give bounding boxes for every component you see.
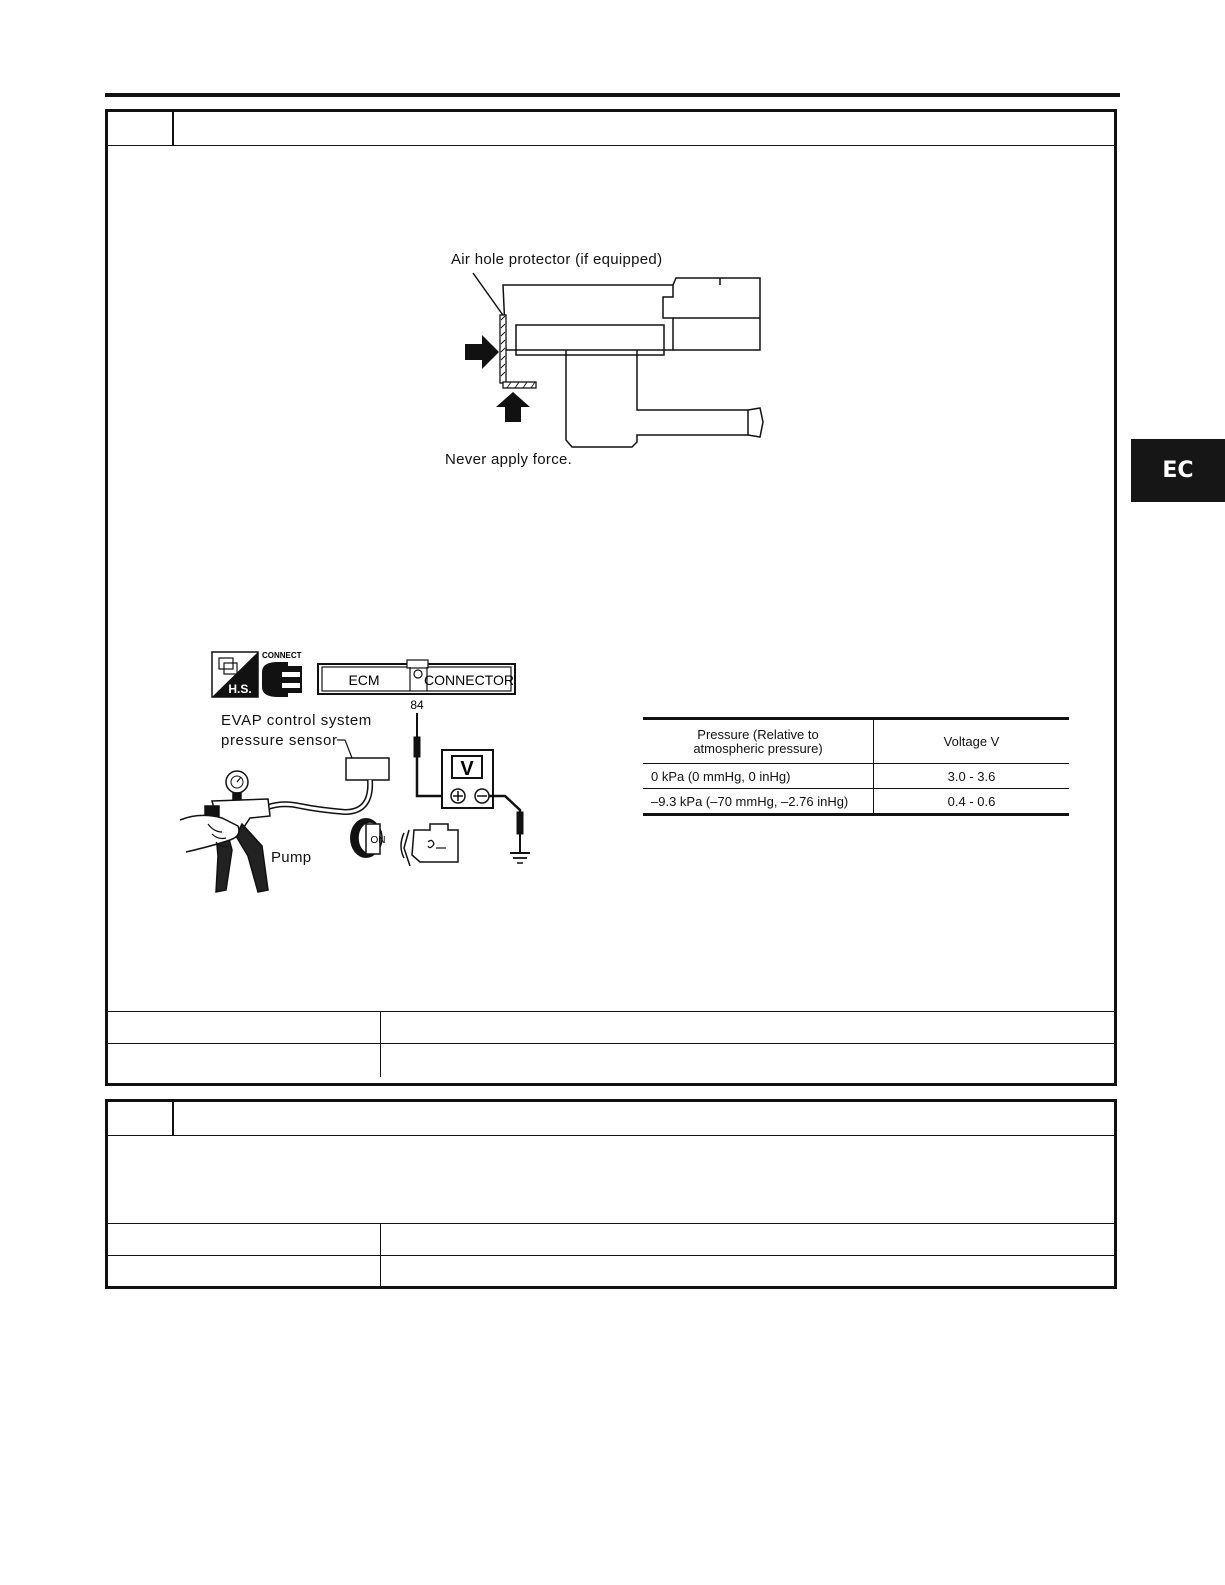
- ecm-label: ECM: [348, 672, 380, 688]
- ecm-connector: [318, 660, 515, 694]
- connector-label: CONNECTOR: [424, 672, 514, 688]
- voltage-cell: 0.4 - 0.6: [874, 789, 1070, 815]
- pressure-header-line2: atmospheric pressure): [693, 740, 823, 756]
- voltage-cell: 3.0 - 3.6: [874, 764, 1070, 789]
- connect-label: CONNECT: [262, 651, 302, 660]
- pressure-cell: 0 kPa (0 mmHg, 0 inHg): [643, 764, 874, 789]
- step-box-2: [105, 1099, 1117, 1289]
- table-row: [643, 764, 1069, 789]
- hand-vacuum-pump: [180, 771, 270, 892]
- hs-label: H.S.: [228, 682, 252, 696]
- connect-plug-icon: [262, 651, 302, 697]
- step-number-cell: [108, 1102, 174, 1135]
- pressure-column-header: [643, 719, 874, 764]
- section-tab-ec: EC: [1131, 439, 1225, 502]
- table-header-row: [643, 719, 1069, 764]
- voltage-column-header: Voltage V: [874, 719, 1070, 764]
- evap-pressure-sensor: [337, 740, 389, 780]
- sensor-label-line2: pressure sensor: [221, 732, 338, 749]
- engine-icon: [401, 824, 458, 866]
- ground-wire: [489, 796, 530, 863]
- terminal-number-label: 84: [410, 698, 424, 712]
- hs-harness-icon: [212, 652, 258, 697]
- table-row: [643, 789, 1069, 815]
- meter-v-label: V: [460, 758, 474, 780]
- ignition-on-label: ON: [370, 835, 386, 846]
- vacuum-hose: [268, 780, 370, 812]
- voltmeter: [442, 750, 493, 808]
- sensor-label-line1: EVAP control system: [221, 712, 372, 729]
- step-box-2-header: [108, 1102, 1114, 1136]
- result-row-divider-2: [108, 1255, 1114, 1256]
- result-row-divider-1: [108, 1223, 1114, 1224]
- ignition-on-icon: [350, 818, 386, 858]
- never-apply-force-label: Never apply force.: [445, 451, 573, 468]
- result-column-divider: [380, 1223, 381, 1287]
- air-hole-protector-label: Air hole protector (if equipped): [451, 251, 663, 268]
- pressure-header-line1: Pressure (Relative to: [697, 726, 819, 742]
- pump-label: Pump: [271, 849, 312, 866]
- pressure-cell: –9.3 kPa (–70 mmHg, –2.76 inHg): [643, 789, 874, 815]
- pressure-voltage-table: [643, 717, 1069, 816]
